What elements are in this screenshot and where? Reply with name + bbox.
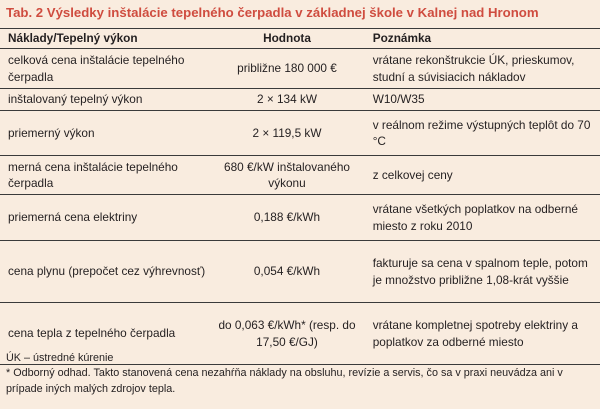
table-row bbox=[0, 111, 600, 156]
results-table bbox=[0, 28, 600, 365]
row-item: inštalovaný tepelný výkon bbox=[0, 89, 209, 111]
header-value: Hodnota bbox=[209, 29, 364, 49]
row-value: 0,054 €/kWh bbox=[209, 241, 364, 303]
table-row bbox=[0, 241, 600, 303]
footnote-estimate: * Odborný odhad. Takto stanovená cena nezahŕňa náklady na obsluhu, revízie a servis, čo sa v praxi neuvádza ani v prípade iných malých zdrojov tepla. bbox=[6, 367, 563, 395]
table-header-row bbox=[0, 29, 600, 49]
row-value: 2 × 134 kW bbox=[209, 89, 364, 111]
row-item: merná cena inštalácie tepelného čerpadla bbox=[0, 156, 209, 195]
footnotes bbox=[6, 351, 594, 397]
row-note: vrátane kompletnej spotreby elektriny a poplatkov za odberné miesto bbox=[365, 303, 600, 365]
row-note: fakturuje sa cena v spalnom teple, potom je množstvo približne 1,08-krát vyššie bbox=[365, 241, 600, 303]
row-note: v reálnom režime výstupných teplôt do 70 °C bbox=[365, 111, 600, 156]
row-value: 680 €/kW inštalovaného výkonu bbox=[209, 156, 364, 195]
row-item: priemerný výkon bbox=[0, 111, 209, 156]
row-note: z celkovej ceny bbox=[365, 156, 600, 195]
row-value: 2 × 119,5 kW bbox=[209, 111, 364, 156]
row-value: do 0,063 €/kWh* (resp. do 17,50 €/GJ) bbox=[209, 303, 364, 365]
row-value: 0,188 €/kWh bbox=[209, 195, 364, 241]
row-value: približne 180 000 € bbox=[209, 49, 364, 89]
table-row bbox=[0, 49, 600, 89]
table-row bbox=[0, 89, 600, 111]
row-item: cena tepla z tepelného čerpadla bbox=[0, 303, 209, 365]
row-note: vrátane rekonštrukcie ÚK, prieskumov, studní a súvisiacich nákladov bbox=[365, 49, 600, 89]
header-note: Poznámka bbox=[365, 29, 600, 49]
row-note: W10/W35 bbox=[365, 89, 600, 111]
table-title: Tab. 2 Výsledky inštalácie tepelného čerpadla v základnej škole v Kalnej nad Hronom bbox=[6, 5, 539, 20]
row-item: cena plynu (prepočet cez výhrevnosť) bbox=[0, 241, 209, 303]
table-row bbox=[0, 156, 600, 195]
footnote-abbreviation: ÚK – ústredné kúrenie bbox=[6, 352, 114, 364]
row-item: celková cena inštalácie tepelného čerpadla bbox=[0, 49, 209, 89]
table-row bbox=[0, 195, 600, 241]
header-costs-power: Náklady/Tepelný výkon bbox=[0, 29, 209, 49]
row-item: priemerná cena elektriny bbox=[0, 195, 209, 241]
row-note: vrátane všetkých poplatkov na odberné miesto z roku 2010 bbox=[365, 195, 600, 241]
